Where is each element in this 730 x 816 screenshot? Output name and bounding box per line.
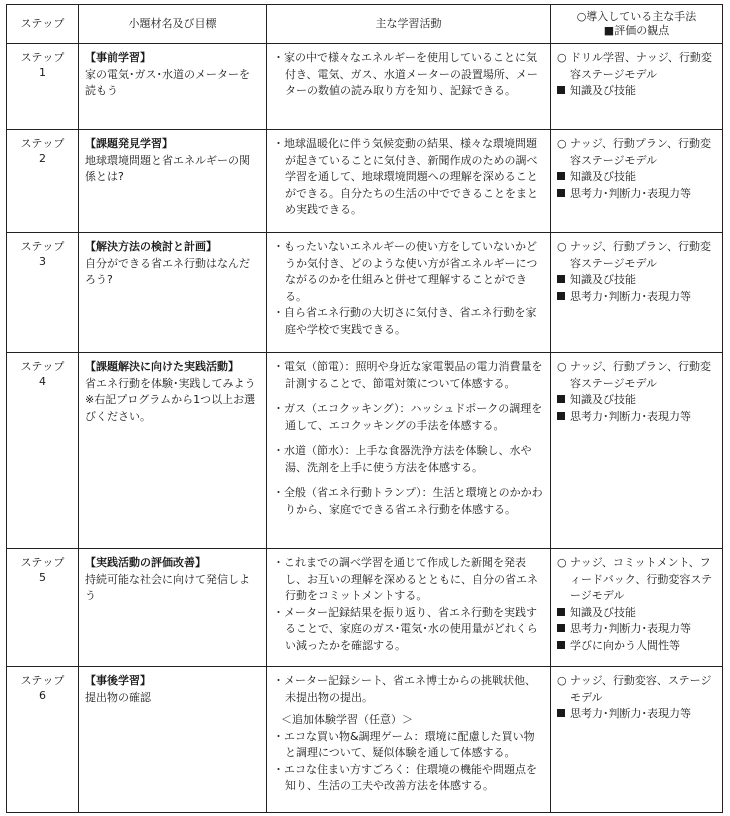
step-label: ステップ (20, 556, 65, 569)
method-item: ○ ナッジ、行動プラン、行動変容ステージモデル (557, 137, 712, 167)
step-cell (7, 130, 79, 233)
topic-cell (79, 353, 267, 549)
evaluation-item: 思考力･判断力･表現力等 (557, 409, 716, 426)
topic-cell (79, 549, 267, 667)
activity-item: ・地球温暖化に伴う気候変動の結果、様々な環境問題が起きていることに気付き、新聞作成のための調べ学習を通して、地球環境問題への理解を深めることができる。自分たちの生活の中でできることをまとめ実践できる。 (273, 137, 538, 216)
activity-cell (267, 130, 551, 233)
topic-goal: 持続可能な社会に向けて発信しよう (85, 572, 250, 602)
evaluation-item: 思考力･判断力･表現力等 (557, 706, 716, 723)
topic-title: 【実践活動の評価改善】 (85, 556, 206, 569)
activity-item: ・エコな住まい方すごろく：住環境の機能や問題点を知り、生活の工夫や改善方法を体感する。 (273, 762, 537, 792)
activity-item: ・ガス（エコクッキング）：ハッシュドポークの調理を通して、エコクッキングの手法を体感する。 (273, 402, 543, 432)
square-bullet-icon (557, 624, 565, 632)
activity-cell (267, 667, 551, 813)
square-bullet-icon (557, 641, 565, 649)
activity-item: ・エコな買い物&調理ゲーム：環境に配慮した買い物と調理について、疑似体験を通して体感する。 (273, 729, 535, 759)
square-bullet-icon (557, 275, 565, 283)
square-bullet-icon (557, 189, 565, 197)
activity-cell (267, 233, 551, 353)
activity-item: ・全般（省エネ行動トランプ）：生活と環境とのかかわりから、家庭でできる省エネ行動を体感する。 (273, 486, 543, 516)
method-cell (551, 44, 723, 130)
topic-note: ※右記プログラムから1つ以上お選びください。 (85, 393, 256, 423)
step-cell (7, 233, 79, 353)
evaluation-item: 知識及び技能 (557, 272, 716, 289)
circle-bullet-icon: ○ (557, 556, 567, 569)
step-cell (7, 44, 79, 130)
activity-cell (267, 44, 551, 130)
square-bullet-icon (557, 172, 565, 180)
topic-title: 【解決方法の検討と計画】 (85, 240, 217, 253)
topic-cell (79, 130, 267, 233)
header-row (7, 5, 723, 44)
topic-title: 【課題発見学習】 (85, 137, 173, 150)
evaluation-item: 学びに向かう人間性等 (557, 638, 716, 655)
method-item: ○ ナッジ、行動プラン、行動変容ステージモデル (557, 240, 712, 270)
method-cell (551, 353, 723, 549)
method-cell (551, 130, 723, 233)
circle-bullet-icon: ○ (557, 240, 567, 253)
evaluation-item: 思考力･判断力･表現力等 (557, 186, 716, 203)
header-topic: 小題材名及び目標 (79, 5, 267, 44)
step-label: ステップ (20, 360, 65, 373)
step-row-3 (7, 233, 723, 353)
activity-item: ・家の中で様々なエネルギーを使用していることに気付き、電気、ガス、水道メーターの設置場所、メーターの数値の読み取り方を知り、記録できる。 (273, 51, 538, 97)
header-method (551, 5, 723, 44)
step-row-6 (7, 667, 723, 813)
activity-item: ・もったいないエネルギーの使い方をしていないかどうか気付き、どのような使い方が省エネルギーにつながるのかを仕組みと併せて理解することができる。 (273, 240, 538, 303)
topic-goal: 自分ができる省エネ行動はなんだろう? (85, 256, 250, 286)
method-cell (551, 549, 723, 667)
evaluation-item: 知識及び技能 (557, 83, 716, 100)
topic-title: 【課題解決に向けた実践活動】 (85, 360, 239, 373)
step-number: 2 (39, 152, 46, 165)
step-label: ステップ (20, 240, 65, 253)
circle-bullet-icon: ○ (557, 360, 567, 373)
extra-activities-heading: ＜追加体験学習（任意）＞ (281, 713, 413, 726)
step-number: 4 (39, 375, 46, 388)
step-cell (7, 667, 79, 813)
topic-goal: 家の電気･ガス･水道のメーターを読もう (85, 67, 250, 97)
topic-goal: 地球環境問題と省エネルギーの関係とは? (85, 153, 250, 183)
method-item: ○ ナッジ、行動変容、ステージモデル (557, 674, 712, 704)
circle-bullet-icon: ○ (557, 674, 567, 687)
method-cell (551, 667, 723, 813)
method-item: ○ ドリル学習、ナッジ、行動変容ステージモデル (557, 51, 712, 81)
evaluation-item: 知識及び技能 (557, 605, 716, 622)
evaluation-item: 知識及び技能 (557, 392, 716, 409)
square-bullet-icon (557, 292, 565, 300)
evaluation-item: 知識及び技能 (557, 169, 716, 186)
topic-cell (79, 44, 267, 130)
header-method-line2: ■評価の観点 (603, 24, 670, 37)
step-number: 5 (39, 571, 46, 584)
step-label: ステップ (20, 137, 65, 150)
step-label: ステップ (20, 51, 65, 64)
step-row-2 (7, 130, 723, 233)
method-item: ○ ナッジ、コミットメント、フィードバック、行動変容ステージモデル (557, 556, 713, 602)
step-row-1 (7, 44, 723, 130)
square-bullet-icon (557, 395, 565, 403)
method-item: ○ ナッジ、行動プラン、行動変容ステージモデル (557, 360, 712, 390)
circle-bullet-icon: ○ (557, 137, 567, 150)
header-method-line1: ○導入している主な手法 (576, 10, 697, 23)
step-row-5 (7, 549, 723, 667)
step-number: 6 (39, 689, 46, 702)
evaluation-item: 思考力･判断力･表現力等 (557, 289, 716, 306)
topic-title: 【事後学習】 (85, 674, 151, 687)
activity-item: ・水道（節水）：上手な食器洗浄方法を体験し、水や湯、洗剤を上手に使う方法を体感する。 (273, 444, 532, 474)
topic-title: 【事前学習】 (85, 51, 151, 64)
activity-item: ・メーター記録シート、省エネ博士からの挑戦状他、未提出物の提出。 (273, 674, 537, 704)
learning-plan-table (6, 4, 723, 813)
step-row-4 (7, 353, 723, 549)
square-bullet-icon (557, 608, 565, 616)
square-bullet-icon (557, 412, 565, 420)
step-number: 3 (39, 255, 46, 268)
header-step: ステップ (7, 5, 79, 44)
topic-goal: 省エネ行動を体験･実践してみよう (85, 376, 256, 390)
topic-cell (79, 233, 267, 353)
square-bullet-icon (557, 709, 565, 717)
step-cell (7, 549, 79, 667)
step-number: 1 (39, 66, 46, 79)
square-bullet-icon (557, 86, 565, 94)
step-cell (7, 353, 79, 549)
activity-item: ・自ら省エネ行動の大切さに気付き、省エネ行動を家庭や学校で実践できる。 (273, 306, 537, 336)
step-label: ステップ (20, 674, 65, 687)
circle-bullet-icon: ○ (557, 51, 567, 64)
activity-item: ・電気（節電）：照明や身近な家電製品の電力消費量を計測することで、節電対策について体感する。 (273, 360, 543, 390)
activity-cell (267, 549, 551, 667)
activity-item: ・メーター記録結果を振り返り、省エネ行動を実践することで、家庭のガス･電気･水の使用量がどれくらい減ったかを確認する。 (273, 605, 538, 652)
header-activity: 主な学習活動 (267, 5, 551, 44)
evaluation-item: 思考力･判断力･表現力等 (557, 621, 716, 638)
topic-cell (79, 667, 267, 813)
activity-cell (267, 353, 551, 549)
topic-goal: 提出物の確認 (85, 690, 151, 704)
activity-item: ・これまでの調べ学習を通じて作成した新聞を発表し、お互いの理解を深めるとともに、自分の省エネ行動をコミットメントする。 (273, 556, 538, 602)
method-cell (551, 233, 723, 353)
